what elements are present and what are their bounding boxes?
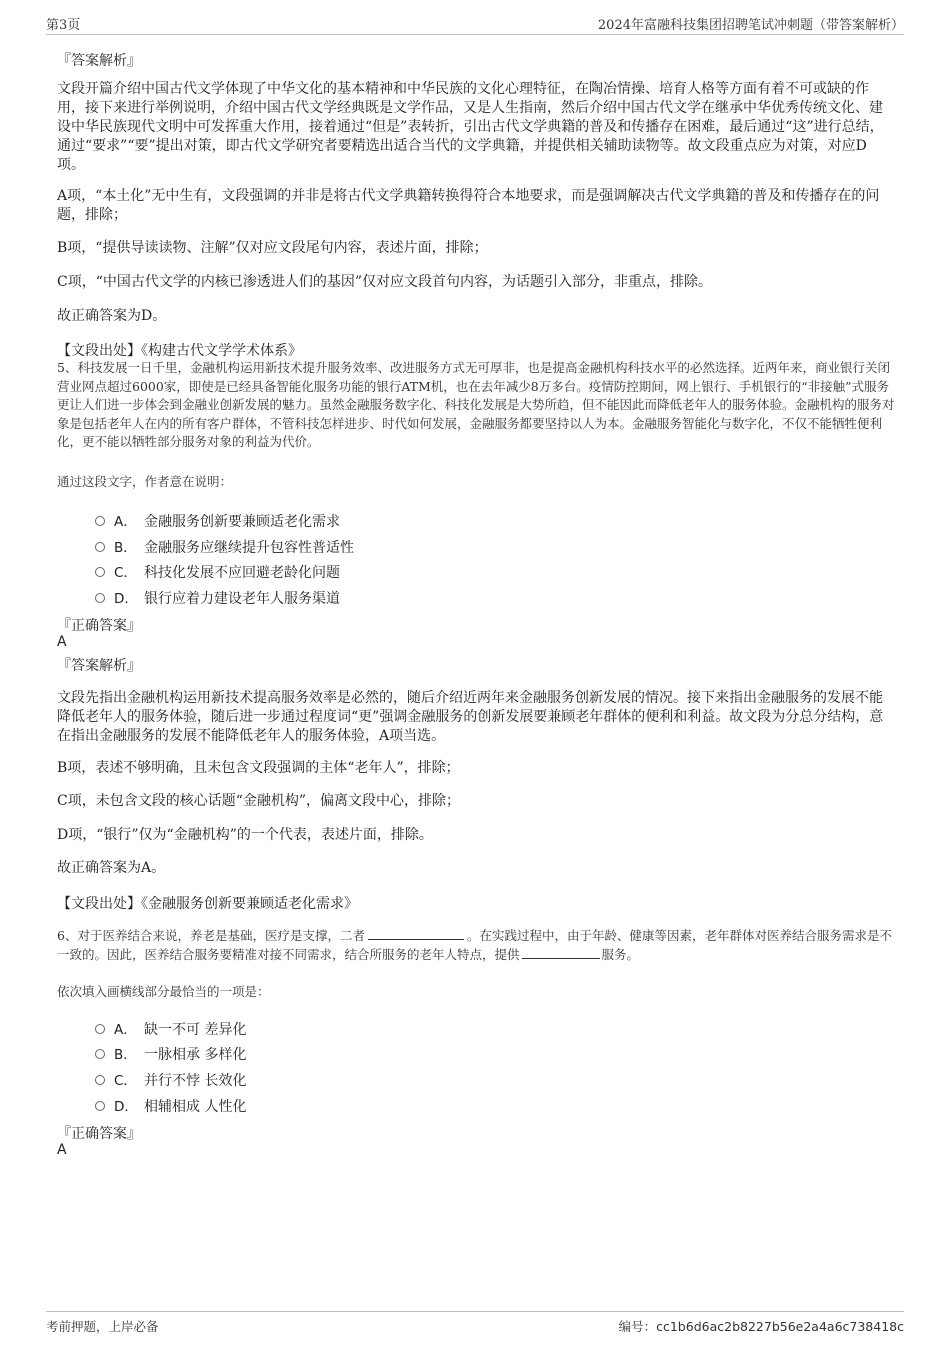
analysis-paragraph: 文段开篇介绍中国古代文学体现了中华文化的基本精神和中华民族的文化心理特征，在陶冶情操、培育人格等方面有着不可或缺的作用，接下来进行举例说明，介绍中国古代文学经典既是文学作品，又是人生指南，然后介绍中国古代文学在继承中华优秀传统文化、建设中华民族现代文明中可发挥重大作用，接着通过“但是”表转折，引出古代文学典籍的普及和传播存在困难，最后通过“这”进行总结，通过“要求”“要”提出对策，即古代文学研究者要精选出适合当代的文学典籍，并提供相关辅助读物等。故文段重点应为对策，对应D项。 [57,81,884,173]
question-6-option-c[interactable]: C． 并行不悖 长效化 [95,1069,246,1089]
page-number: 第3页 [46,18,81,33]
correct-answer-value: A [57,634,67,650]
document-title: 2024年富融科技集团招聘笔试冲刺题（带答案解析） [597,18,904,33]
question-5-stem: 5、科技发展一日千里，金融机构运用新技术提升服务效率、改进服务方式无可厚非，也是提高金融机构科技水平的必然选择。近两年来，商业银行关闭营业网点超过6000家，即使是已经具备智能化服务功能的银行ATM机，也在去年减少8万多台。疫情防控期间，网上银行、手机银行的“非接触”式服务更让人们进一步体会到金融业创新发展的魅力。虽然金融服务数字化、科技化发展是大势所趋，但不能因此而降低老年人的服务体验。金融机构的服务对象是包括老年人在内的所有客户群体，不管科技怎样进步、时代如何发展，金融服务都要坚持以人为本。金融服务智能化与数字化，不仅不能牺牲便利化，更不能以牺牲部分服务对象的利益为代价。 [57,360,895,449]
source-citation: 【文段出处】《构建古代文学学术体系》 [57,343,302,359]
analysis-option-b: B项，表述不够明确，且未包含文段强调的主体“老年人”，排除； [57,760,460,776]
analysis-conclusion: 故正确答案为A。 [57,860,166,876]
question-6-stem: 6、对于医养结合来说，养老是基础，医疗是支撑，二者 。在实践过程中，由于年龄、健康等因素，老年群体对医养结合服务需求是不一致的。因此，医养结合服务要精准对接不同需求，结合所服务的老年人特点，提供 服务。 [57,928,892,962]
fill-blank-2[interactable] [522,946,600,959]
question-6-prompt: 依次填入画横线部分最恰当的一项是： [57,984,270,999]
fill-blank-1[interactable] [368,927,464,940]
radio-icon[interactable] [95,567,105,577]
correct-answer-value: A [57,1142,67,1158]
question-5-option-c[interactable]: C． 科技化发展不应回避老龄化问题 [95,561,340,581]
question-5-prompt: 通过这段文字，作者意在说明： [57,474,233,489]
document-code: 编号：cc1b6d6ac2b8227b56e2a4a6c738418c [618,1319,904,1334]
analysis-option-a: A项，“本土化”无中生有，文段强调的并非是将古代文学典籍转换得符合本地要求，而是强调解决古代文学典籍的普及和传播存在的问题，排除； [57,188,880,223]
correct-answer-label: 『正确答案』 [57,1126,141,1142]
page-header [46,14,904,35]
analysis-option-b: B项，“提供导读读物、注解”仅对应文段尾句内容，表述片面，排除； [57,240,488,256]
radio-icon[interactable] [95,516,105,526]
question-5-option-a[interactable]: A． 金融服务创新要兼顾适老化需求 [95,510,340,530]
footer-slogan: 考前押题，上岸必备 [46,1319,159,1334]
analysis-option-c: C项，未包含文段的核心话题“金融机构”，偏离文段中心，排除； [57,793,461,809]
analysis-conclusion: 故正确答案为D。 [57,308,167,324]
radio-icon[interactable] [95,1101,105,1111]
correct-answer-label: 『正确答案』 [57,618,141,634]
radio-icon[interactable] [95,1024,105,1034]
radio-icon[interactable] [95,1049,105,1059]
page-footer [46,1311,904,1334]
question-5-option-b[interactable]: B． 金融服务应继续提升包容性普适性 [95,536,354,556]
radio-icon[interactable] [95,542,105,552]
analysis-label: 『答案解析』 [57,53,141,69]
question-6-option-a[interactable]: A． 缺一不可 差异化 [95,1018,246,1038]
analysis-paragraph: 文段先指出金融机构运用新技术提高服务效率是必然的，随后介绍近两年来金融服务创新发展的情况。接下来指出金融服务的发展不能降低老年人的服务体验，随后进一步通过程度词“更”强调金融服务的创新发展要兼顾老年群体的便利和利益。故文段为分总分结构，意在指出金融服务的发展不能降低老年人的服务体验，A项当选。 [57,690,884,744]
analysis-option-c: C项，“中国古代文学的内核已渗透进人们的基因”仅对应文段首句内容，为话题引入部分，非重点，排除。 [57,274,713,290]
analysis-option-d: D项，“银行”仅为“金融机构”的一个代表，表述片面，排除。 [57,827,433,843]
radio-icon[interactable] [95,1075,105,1085]
radio-icon[interactable] [95,593,105,603]
source-citation: 【文段出处】《金融服务创新要兼顾适老化需求》 [57,896,358,912]
analysis-label: 『答案解析』 [57,658,141,674]
question-6-option-d[interactable]: D． 相辅相成 人性化 [95,1095,246,1115]
question-5-option-d[interactable]: D． 银行应着力建设老年人服务渠道 [95,587,340,607]
question-6-option-b[interactable]: B． 一脉相承 多样化 [95,1043,246,1063]
